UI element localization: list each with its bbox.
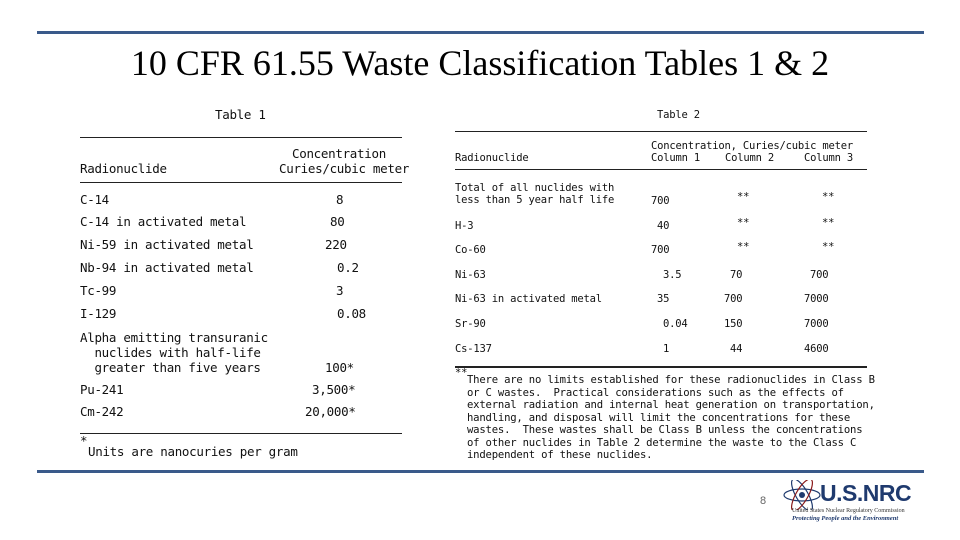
- table-1-nuclide-header: Radionuclide: [80, 161, 167, 176]
- table-2-conc-header: Concentration, Curies/cubic meter: [651, 140, 854, 152]
- table-2-col3-header: Column 3: [804, 152, 853, 164]
- table-row-value: 220: [325, 237, 347, 252]
- table-1-rule: [80, 433, 402, 434]
- table-row-c2: **: [737, 217, 750, 229]
- logo-wordmark: U.S.NRC: [820, 480, 912, 506]
- bottom-rule: [37, 470, 924, 473]
- table-row-c1: 0.04: [663, 318, 688, 330]
- table-row-c1: 3.5: [663, 269, 682, 281]
- table-row-nuclide: H-3: [455, 220, 474, 232]
- table-row-c1: 35: [657, 293, 670, 305]
- table-row-c3: **: [822, 241, 835, 253]
- table-row-nuclide: C-14 in activated metal: [80, 214, 247, 229]
- table-row-c3: 700: [810, 269, 829, 281]
- table-row-nuclide: Pu-241: [80, 382, 124, 397]
- table-row-nuclide: Co-60: [455, 244, 486, 256]
- table-row-nuclide: Ni-59 in activated metal: [80, 237, 254, 252]
- table-row-nuclide: Ni-63: [455, 269, 486, 281]
- table-row-value: 8: [336, 192, 344, 207]
- table-1-conc-header-1: Concentration: [292, 146, 386, 161]
- logo-tagline: Protecting People and the Environment: [792, 515, 899, 522]
- table-1-footnote-mark: *: [80, 433, 88, 448]
- table-row-nuclide: C-14: [80, 192, 109, 207]
- table-row-nuclide: Cs-137: [455, 343, 492, 355]
- table-row-c1: 700: [651, 244, 670, 256]
- table-row-value: 100*: [325, 360, 354, 375]
- table-row-value: 3: [336, 283, 344, 298]
- table-row-c1: 1: [663, 343, 670, 355]
- table-1-rule: [80, 137, 402, 138]
- table-row-c3: **: [822, 217, 835, 229]
- nrc-logo: [782, 480, 927, 524]
- table-row-nuclide: Sr-90: [455, 318, 486, 330]
- table-1-rule: [80, 182, 402, 183]
- table-row-value: 20,000*: [305, 404, 356, 419]
- table-row-nuclide: Tc-99: [80, 283, 117, 298]
- table-row-c2: 150: [724, 318, 743, 330]
- table-row-c1: 40: [657, 220, 670, 232]
- table-row-value: 0.2: [337, 260, 359, 275]
- table-2-footnote-mark: **: [455, 367, 468, 379]
- table-row-c2: 44: [730, 343, 743, 355]
- table-row-nuclide: Ni-63 in activated metal: [455, 293, 602, 305]
- table-row-nuclide: I-129: [80, 306, 117, 321]
- table-row-c3: **: [822, 191, 835, 203]
- table-row-c2: **: [737, 241, 750, 253]
- logo-subtitle: United States Nuclear Regulatory Commission: [792, 508, 905, 514]
- table-row-c3: 4600: [804, 343, 829, 355]
- table-row-nuclide: Alpha emitting transuranic nuclides with half-life greater than five years: [80, 330, 268, 375]
- table-row-nuclide: Nb-94 in activated metal: [80, 260, 254, 275]
- table-row-c2: 70: [730, 269, 743, 281]
- table-row-value: 80: [330, 214, 345, 229]
- table-2-col2-header: Column 2: [725, 152, 774, 164]
- table-2-title: Table 2: [657, 109, 700, 121]
- table-2-rule: [455, 366, 867, 368]
- table-row-c3: 7000: [804, 293, 829, 305]
- table-row-value: 3,500*: [312, 382, 356, 397]
- table-2-nuclide-header: Radionuclide: [455, 152, 529, 164]
- page-number: 8: [760, 495, 767, 507]
- table-row-c2: **: [737, 191, 750, 203]
- table-row-c2: 700: [724, 293, 743, 305]
- atom-icon: [782, 480, 822, 510]
- table-row-value: 0.08: [337, 306, 366, 321]
- table-2-rule: [455, 169, 867, 170]
- table-2-footnote: There are no limits established for these radionuclides in Class B or C wastes. Practical considerations such as the effects of external radiation and internal heat generation on transportation, handling, and disposal will limit the concentrations for these wastes. These wastes shall be Class B unless the concentrations of other nuclides in Table 2 determine the waste to the Class C independent of these nuclides.: [467, 374, 875, 461]
- table-row-nuclide: Total of all nuclides with less than 5 year half life: [455, 182, 615, 206]
- table-row-c3: 7000: [804, 318, 829, 330]
- table-2-col1-header: Column 1: [651, 152, 700, 164]
- page-title: 10 CFR 61.55 Waste Classification Tables 1 & 2: [130, 43, 830, 83]
- table-1-title: Table 1: [215, 107, 266, 122]
- top-rule: [37, 31, 924, 34]
- table-1-conc-header-2: Curies/cubic meter: [279, 161, 410, 176]
- table-1-footnote: Units are nanocuries per gram: [88, 444, 298, 459]
- table-row-c1: 700: [651, 195, 670, 207]
- table-row-nuclide: Cm-242: [80, 404, 124, 419]
- table-2-rule: [455, 131, 867, 132]
